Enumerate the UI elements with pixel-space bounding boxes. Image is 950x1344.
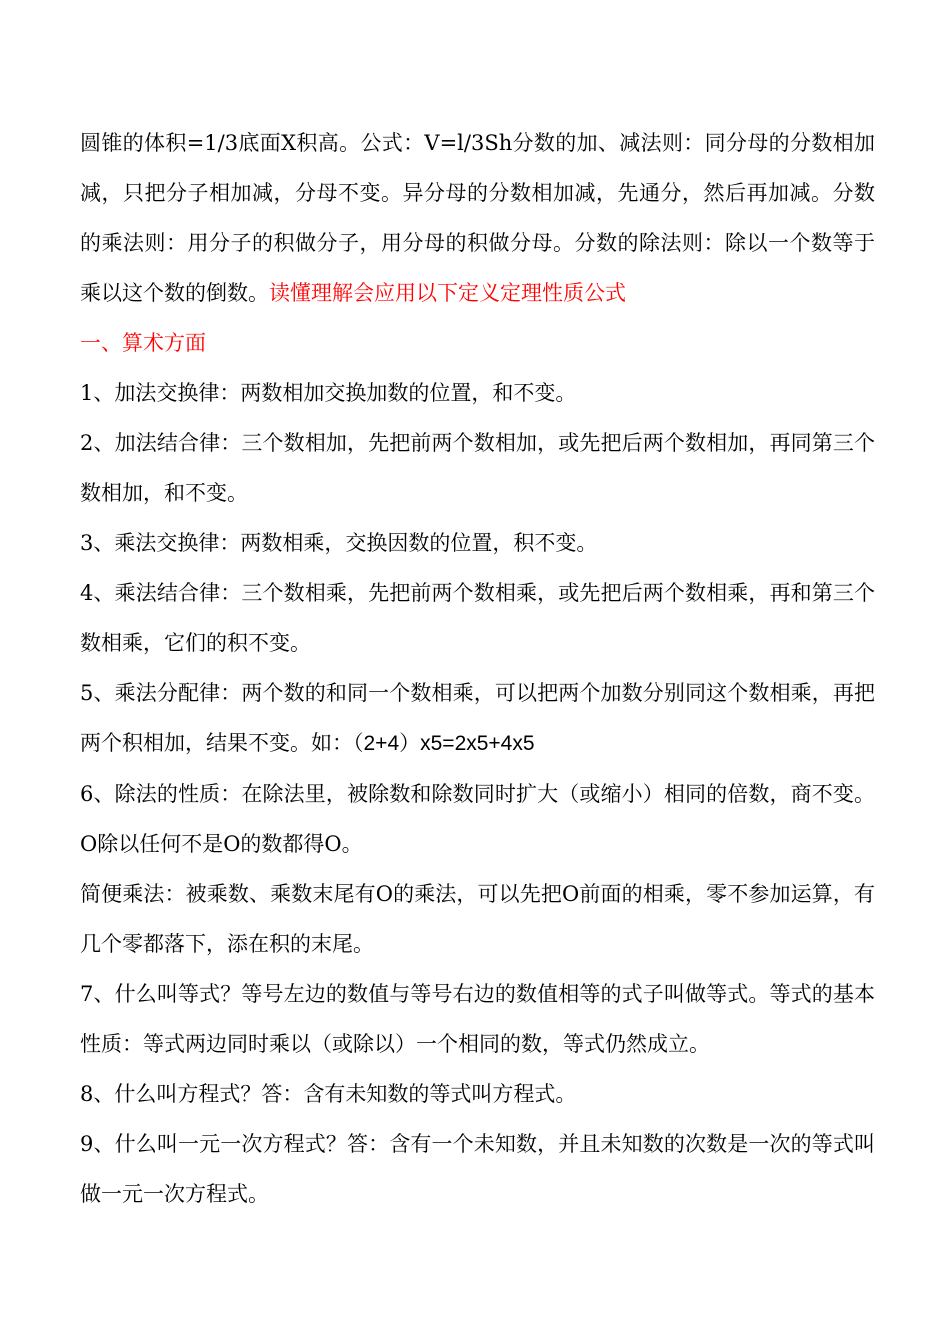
item-8: 8、什么叫方程式？答：含有未知数的等式叫方程式。: [80, 1082, 577, 1106]
item-5-formula: （2+4）x5=2x5+4x5: [353, 732, 535, 755]
item-6: 6、除法的性质：在除法里，被除数和除数同时扩大（或缩小）相同的倍数，商不变。O除以任何不是O的数都得O。: [80, 782, 875, 856]
intro-paragraph: [80, 118, 875, 318]
item-5-text: 5、乘法分配律：两个数的和同一个数相乘，可以把两个加数分别同这个数相乘，再把两个积相加，结果不变。如：: [80, 681, 875, 755]
intro-text: 圆锥的体积=1/3底面X积高。公式：V=l/3Sh分数的加、减法则：同分母的分数相加减，只把分子相加减，分母不变。异分母的分数相加减，先通分，然后再加减。分数的乘法则：用分子的积做分子，用分母的积做分母。分数的除法则：除以一个数等于乘以这个数的倒数。: [80, 131, 875, 305]
item-7: 7、什么叫等式？等号左边的数值与等号右边的数值相等的式子叫做等式。等式的基本性质：等式两边同时乘以（或除以）一个相同的数，等式仍然成立。: [80, 982, 875, 1056]
simple-multiplication: 简便乘法：被乘数、乘数末尾有O的乘法，可以先把O前面的相乘，零不参加运算，有几个零都落下，添在积的末尾。: [80, 882, 875, 956]
item-5: [80, 668, 875, 769]
item-2: 2、加法结合律：三个数相加，先把前两个数相加，或先把后两个数相加，再同第三个数相加，和不变。: [80, 431, 875, 505]
document-body: [80, 118, 875, 1219]
item-3: 3、乘法交换律：两数相乘，交换因数的位置，积不变。: [80, 531, 598, 555]
item-4: 4、乘法结合律：三个数相乘，先把前两个数相乘，或先把后两个数相乘，再和第三个数相乘，它们的积不变。: [80, 581, 875, 655]
item-9: 9、什么叫一元一次方程式？答：含有一个未知数，并且未知数的次数是一次的等式叫做一元一次方程式。: [80, 1132, 875, 1206]
item-1: 1、加法交换律：两数相加交换加数的位置，和不变。: [80, 381, 577, 405]
intro-highlight: 读懂理解会应用以下定义定理性质公式: [269, 281, 626, 305]
section-title: 一、算术方面: [80, 331, 206, 355]
